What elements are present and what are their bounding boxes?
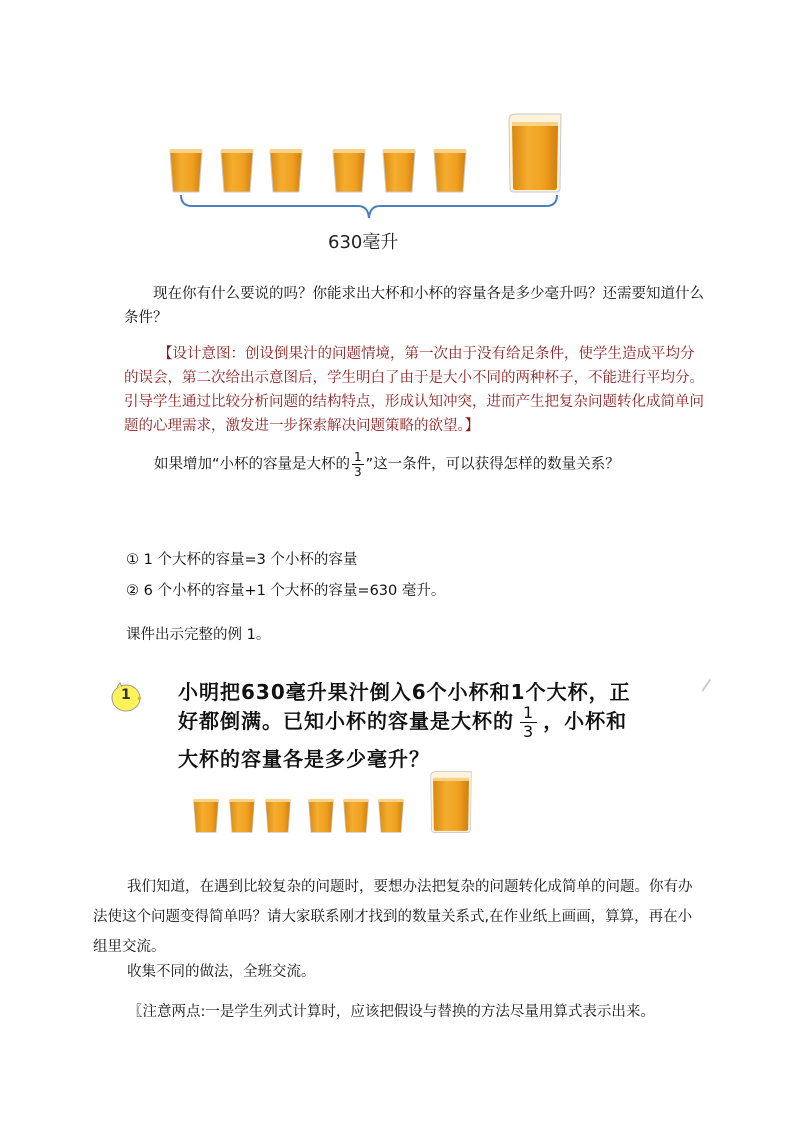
example-badge-number: 1 [121, 687, 131, 703]
curly-brace [178, 192, 560, 222]
note-paragraph: 〖注意两点:一是学生列式计算时，应该把假设与替换的方法尽量用算式表示出来。 [128, 1004, 655, 1020]
example-fraction: $\frac{1}{3}$ [520, 704, 537, 741]
strategy-paragraph: 我们知道，在遇到比较复杂的问题时，要想办法把复杂的问题转化成简单的问题。你有办法使这个问题变得简单吗？请大家联系刚才找到的数量关系式,在作业纸上画画，算算，再在小组里交流。 [93, 879, 693, 955]
example-line-1: 小明把630毫升果汁倒入6个小杯和1个大杯，正 [178, 680, 631, 704]
small-cup-icon [381, 148, 417, 194]
large-cup-icon [428, 770, 474, 834]
small-cup-icon [264, 798, 292, 834]
small-cup-icon [228, 798, 256, 834]
small-cup-icon [331, 148, 367, 194]
small-cup-icon [268, 148, 304, 194]
example-line-3: 大杯的容量各是多少毫升？ [178, 747, 430, 771]
small-cup-icon [219, 148, 255, 194]
relation-item: ① 1 个大杯的容量=3 个小杯的容量 [126, 552, 358, 568]
question-paragraph: 现在你有什么要说的吗？你能求出大杯和小杯的容量各是多少毫升吗？还需要知道什么条件？ [124, 286, 704, 326]
large-cup-icon [506, 112, 564, 194]
example-line-2: 好都倒满。已知小杯的容量是大杯的 $\frac{1}{3}$ ，小杯和 [178, 703, 628, 741]
corner-mark-icon [695, 674, 711, 691]
small-cup-icon [377, 798, 405, 834]
total-volume-label: 630毫升 [328, 232, 399, 253]
small-cup-icon [432, 148, 468, 194]
condition-text-before: 如果增加“小杯的容量是大杯的 [154, 456, 351, 473]
collect-paragraph: 收集不同的做法，全班交流。 [127, 964, 316, 980]
fraction-one-third: $\frac{1}{3}$ [354, 450, 362, 479]
small-cup-icon [342, 798, 370, 834]
small-cup-icon [307, 798, 335, 834]
condition-sentence [154, 450, 714, 479]
small-cup-icon [168, 148, 204, 194]
condition-text-after: ”这一条件，可以获得怎样的数量关系？ [365, 456, 620, 473]
small-cup-icon [192, 798, 220, 834]
relation-item: ② 6 个小杯的容量+1 个大杯的容量=630 毫升。 [126, 583, 446, 599]
design-intent-paragraph: 【设计意图：创设倒果汁的问题情境，第一次由于没有给足条件，使学生造成平均分的误会，第二次给出示意图后，学生明白了由于是大小不同的两种杯子，不能进行平均分。引导学生通过比较分析问题的结构特点，形成认知冲突，进而产生把复杂问题转化成简单问题的心理需求，激发进一步探索解决问题策略的欲望。】 [124, 346, 704, 434]
courseware-line: 课件出示完整的例 1。 [126, 627, 271, 643]
